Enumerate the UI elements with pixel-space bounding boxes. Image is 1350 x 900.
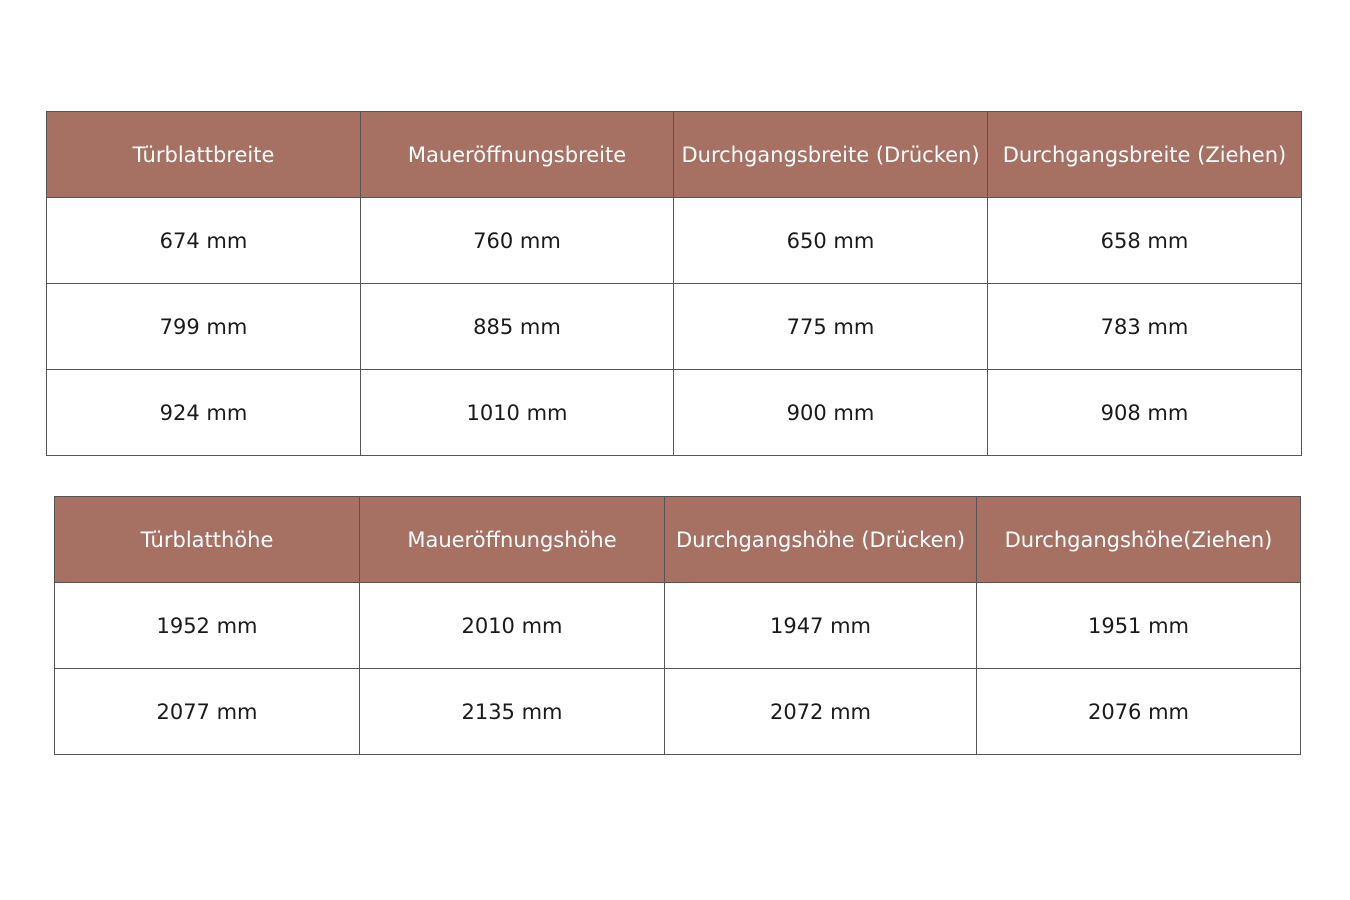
table-cell: 760 mm (361, 198, 674, 284)
header-tuerblatthoehe: Türblatthöhe (55, 497, 360, 583)
table-cell: 885 mm (361, 284, 674, 370)
header-durchgangsbreite-druecken: Durchgangsbreite (Drücken) (674, 112, 988, 198)
table-header-row (47, 112, 1302, 198)
table-cell: 674 mm (47, 198, 361, 284)
header-maueroeffnungshoehe: Maueröffnungshöhe (360, 497, 665, 583)
table-cell: 1952 mm (55, 583, 360, 669)
table-cell: 775 mm (674, 284, 988, 370)
table-row (55, 583, 1301, 669)
table-row (47, 370, 1302, 456)
table-cell: 799 mm (47, 284, 361, 370)
header-durchgangsbreite-ziehen: Durchgangsbreite (Ziehen) (988, 112, 1302, 198)
table-cell: 1951 mm (977, 583, 1301, 669)
table-row (47, 284, 1302, 370)
table-cell: 2135 mm (360, 669, 665, 755)
table-cell: 900 mm (674, 370, 988, 456)
table-row (55, 669, 1301, 755)
table-cell: 1010 mm (361, 370, 674, 456)
header-durchgangshoehe-ziehen: Durchgangshöhe(Ziehen) (977, 497, 1301, 583)
table-cell: 908 mm (988, 370, 1302, 456)
table-cell: 2010 mm (360, 583, 665, 669)
table-cell: 783 mm (988, 284, 1302, 370)
door-height-table (54, 496, 1301, 755)
table-cell: 2072 mm (665, 669, 977, 755)
door-width-table (46, 111, 1302, 456)
table-cell: 924 mm (47, 370, 361, 456)
header-durchgangshoehe-druecken: Durchgangshöhe (Drücken) (665, 497, 977, 583)
header-tuerblattbreite: Türblattbreite (47, 112, 361, 198)
table-cell: 2077 mm (55, 669, 360, 755)
header-maueroeffnungsbreite: Maueröffnungsbreite (361, 112, 674, 198)
table-cell: 1947 mm (665, 583, 977, 669)
table-cell: 650 mm (674, 198, 988, 284)
table-cell: 658 mm (988, 198, 1302, 284)
table-header-row (55, 497, 1301, 583)
table-cell: 2076 mm (977, 669, 1301, 755)
table-row (47, 198, 1302, 284)
